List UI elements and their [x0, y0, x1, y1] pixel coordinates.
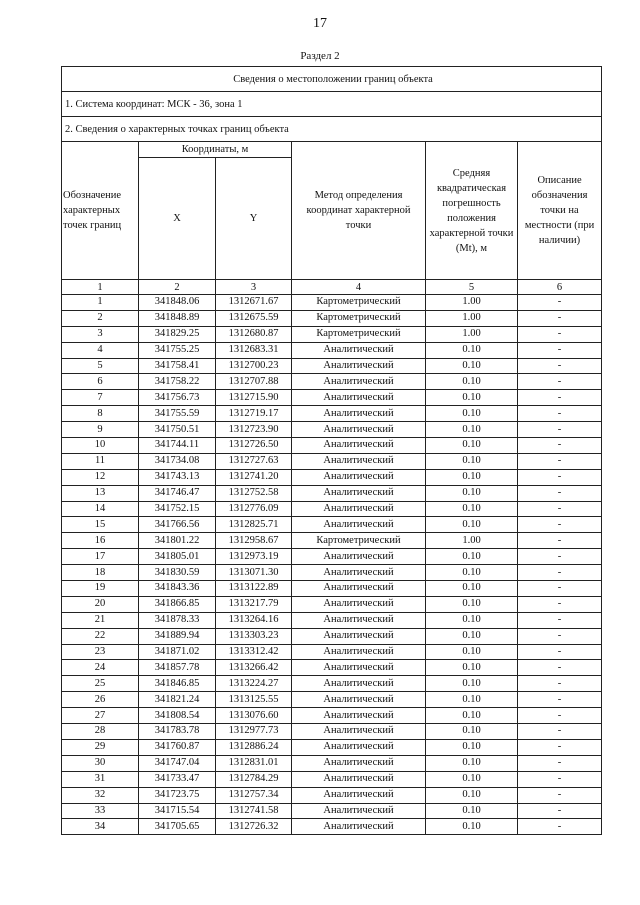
cell-description: -: [518, 803, 602, 819]
cell-description: -: [518, 549, 602, 565]
cell-x: 341715.54: [139, 803, 216, 819]
cell-point-number: 28: [62, 724, 139, 740]
cell-method: Картометрический: [292, 533, 426, 549]
cell-point-number: 30: [62, 755, 139, 771]
cell-accuracy: 0.10: [426, 549, 518, 565]
cell-x: 341746.47: [139, 485, 216, 501]
cell-point-number: 2: [62, 310, 139, 326]
cell-accuracy: 1.00: [426, 533, 518, 549]
cell-y: 1313264.16: [216, 612, 292, 628]
cell-y: 1312757.34: [216, 787, 292, 803]
cell-point-number: 19: [62, 581, 139, 597]
cell-accuracy: 1.00: [426, 295, 518, 311]
cell-x: 341889.94: [139, 628, 216, 644]
cell-accuracy: 0.10: [426, 787, 518, 803]
cell-description: -: [518, 565, 602, 581]
cell-accuracy: 0.10: [426, 485, 518, 501]
cell-x: 341821.24: [139, 692, 216, 708]
cell-accuracy: 0.10: [426, 374, 518, 390]
cell-y: 1312723.90: [216, 422, 292, 438]
cell-point-number: 25: [62, 676, 139, 692]
cell-point-number: 17: [62, 549, 139, 565]
table-row: [62, 517, 602, 533]
cell-description: -: [518, 628, 602, 644]
cell-x: 341843.36: [139, 581, 216, 597]
cell-point-number: 26: [62, 692, 139, 708]
table-row: [62, 724, 602, 740]
cell-point-number: 14: [62, 501, 139, 517]
cell-x: 341848.06: [139, 295, 216, 311]
cell-y: 1312726.32: [216, 819, 292, 835]
cell-point-number: 23: [62, 644, 139, 660]
cell-method: Аналитический: [292, 787, 426, 803]
cell-x: 341866.85: [139, 596, 216, 612]
cell-description: -: [518, 310, 602, 326]
cell-description: -: [518, 326, 602, 342]
cell-accuracy: 0.10: [426, 692, 518, 708]
cell-point-number: 4: [62, 342, 139, 358]
cell-method: Аналитический: [292, 612, 426, 628]
cell-accuracy: 0.10: [426, 565, 518, 581]
cell-method: Аналитический: [292, 708, 426, 724]
table-row: [62, 739, 602, 755]
cell-method: Аналитический: [292, 501, 426, 517]
cell-y: 1312977.73: [216, 724, 292, 740]
table-row: [62, 771, 602, 787]
cell-accuracy: 0.10: [426, 358, 518, 374]
table-row: [62, 501, 602, 517]
cell-method: Аналитический: [292, 628, 426, 644]
cell-description: -: [518, 485, 602, 501]
cell-x: 341846.85: [139, 676, 216, 692]
cell-method: Аналитический: [292, 692, 426, 708]
cell-accuracy: 0.10: [426, 581, 518, 597]
cell-point-number: 6: [62, 374, 139, 390]
table-row: [62, 358, 602, 374]
cell-y: 1312886.24: [216, 739, 292, 755]
header-x: X: [139, 158, 216, 280]
cell-x: 341871.02: [139, 644, 216, 660]
cell-point-number: 32: [62, 787, 139, 803]
cell-description: -: [518, 724, 602, 740]
cell-method: Аналитический: [292, 422, 426, 438]
cell-accuracy: 0.10: [426, 739, 518, 755]
cell-accuracy: 0.10: [426, 501, 518, 517]
table-row: [62, 819, 602, 835]
table-body: [62, 295, 602, 835]
cell-y: 1312958.67: [216, 533, 292, 549]
cell-accuracy: 0.10: [426, 517, 518, 533]
cell-accuracy: 0.10: [426, 422, 518, 438]
cell-y: 1312776.09: [216, 501, 292, 517]
cell-method: Картометрический: [292, 295, 426, 311]
cell-accuracy: 0.10: [426, 771, 518, 787]
cell-method: Аналитический: [292, 438, 426, 454]
cell-accuracy: 0.10: [426, 660, 518, 676]
cell-description: -: [518, 533, 602, 549]
cell-x: 341705.65: [139, 819, 216, 835]
cell-description: -: [518, 596, 602, 612]
cell-method: Аналитический: [292, 581, 426, 597]
cell-method: Аналитический: [292, 565, 426, 581]
cell-accuracy: 0.10: [426, 438, 518, 454]
cell-y: 1312719.17: [216, 406, 292, 422]
cell-y: 1313071.30: [216, 565, 292, 581]
cell-x: 341758.41: [139, 358, 216, 374]
cell-x: 341805.01: [139, 549, 216, 565]
table-row: [62, 708, 602, 724]
cell-x: 341857.78: [139, 660, 216, 676]
cell-description: -: [518, 469, 602, 485]
cell-description: -: [518, 438, 602, 454]
cell-description: -: [518, 755, 602, 771]
table-row: [62, 326, 602, 342]
table-row: [62, 628, 602, 644]
header-method: Метод определения координат характерной точки: [292, 142, 426, 280]
cell-point-number: 31: [62, 771, 139, 787]
cell-method: Аналитический: [292, 755, 426, 771]
cell-method: Аналитический: [292, 485, 426, 501]
cell-x: 341801.22: [139, 533, 216, 549]
cell-y: 1313224.27: [216, 676, 292, 692]
table-row: [62, 612, 602, 628]
cell-y: 1313122.89: [216, 581, 292, 597]
cell-description: -: [518, 406, 602, 422]
cell-method: Картометрический: [292, 310, 426, 326]
cell-point-number: 5: [62, 358, 139, 374]
column-index: 1: [62, 280, 139, 295]
cell-method: Аналитический: [292, 819, 426, 835]
cell-method: Аналитический: [292, 596, 426, 612]
cell-method: Аналитический: [292, 453, 426, 469]
cell-point-number: 22: [62, 628, 139, 644]
cell-point-number: 10: [62, 438, 139, 454]
cell-accuracy: 0.10: [426, 628, 518, 644]
cell-y: 1313076.60: [216, 708, 292, 724]
cell-description: -: [518, 517, 602, 533]
cell-method: Аналитический: [292, 724, 426, 740]
cell-accuracy: 0.10: [426, 596, 518, 612]
cell-point-number: 9: [62, 422, 139, 438]
cell-y: 1312825.71: [216, 517, 292, 533]
cell-description: -: [518, 708, 602, 724]
cell-x: 341808.54: [139, 708, 216, 724]
cell-x: 341830.59: [139, 565, 216, 581]
table-row: [62, 565, 602, 581]
cell-description: -: [518, 358, 602, 374]
table-row: [62, 453, 602, 469]
cell-x: 341758.22: [139, 374, 216, 390]
cell-y: 1312752.58: [216, 485, 292, 501]
boundary-points-table: [61, 66, 602, 835]
cell-point-number: 20: [62, 596, 139, 612]
cell-accuracy: 1.00: [426, 310, 518, 326]
table-row: [62, 692, 602, 708]
cell-accuracy: 0.10: [426, 406, 518, 422]
cell-point-number: 12: [62, 469, 139, 485]
cell-description: -: [518, 374, 602, 390]
cell-point-number: 11: [62, 453, 139, 469]
table-row: [62, 596, 602, 612]
cell-description: -: [518, 819, 602, 835]
cell-point-number: 1: [62, 295, 139, 311]
cell-x: 341829.25: [139, 326, 216, 342]
header-accuracy: Средняя квадратическая погрешность положения характерной точки (Mt), м: [426, 142, 518, 280]
cell-y: 1313266.42: [216, 660, 292, 676]
cell-accuracy: 0.10: [426, 708, 518, 724]
table-title: Сведения о местоположении границ объекта: [62, 67, 602, 92]
table-row: [62, 676, 602, 692]
points-heading-row: 2. Сведения о характерных точках границ объекта: [62, 117, 602, 142]
cell-point-number: 16: [62, 533, 139, 549]
table-row: [62, 660, 602, 676]
cell-accuracy: 0.10: [426, 819, 518, 835]
table-row: [62, 581, 602, 597]
cell-accuracy: 0.10: [426, 755, 518, 771]
cell-accuracy: 0.10: [426, 803, 518, 819]
column-index: 6: [518, 280, 602, 295]
cell-y: 1312680.87: [216, 326, 292, 342]
cell-method: Аналитический: [292, 406, 426, 422]
table-row: [62, 342, 602, 358]
cell-y: 1313312.42: [216, 644, 292, 660]
column-index: 4: [292, 280, 426, 295]
cell-x: 341752.15: [139, 501, 216, 517]
cell-method: Аналитический: [292, 660, 426, 676]
cell-method: Аналитический: [292, 358, 426, 374]
table-row: [62, 422, 602, 438]
cell-y: 1312683.31: [216, 342, 292, 358]
cell-x: 341743.13: [139, 469, 216, 485]
table-row: [62, 390, 602, 406]
column-index: 2: [139, 280, 216, 295]
table-row: [62, 295, 602, 311]
cell-point-number: 3: [62, 326, 139, 342]
cell-description: -: [518, 422, 602, 438]
cell-x: 341878.33: [139, 612, 216, 628]
table-row: [62, 803, 602, 819]
table-row: [62, 533, 602, 549]
cell-accuracy: 0.10: [426, 469, 518, 485]
cell-y: 1313125.55: [216, 692, 292, 708]
cell-y: 1312973.19: [216, 549, 292, 565]
cell-y: 1313303.23: [216, 628, 292, 644]
cell-point-number: 18: [62, 565, 139, 581]
cell-description: -: [518, 295, 602, 311]
cell-y: 1312741.20: [216, 469, 292, 485]
cell-accuracy: 1.00: [426, 326, 518, 342]
cell-accuracy: 0.10: [426, 612, 518, 628]
table-row: [62, 310, 602, 326]
cell-y: 1313217.79: [216, 596, 292, 612]
section-title: Раздел 2: [300, 50, 340, 62]
table-row: [62, 438, 602, 454]
cell-description: -: [518, 612, 602, 628]
cell-point-number: 29: [62, 739, 139, 755]
cell-accuracy: 0.10: [426, 453, 518, 469]
cell-y: 1312831.01: [216, 755, 292, 771]
cell-y: 1312675.59: [216, 310, 292, 326]
cell-description: -: [518, 676, 602, 692]
column-index: 3: [216, 280, 292, 295]
cell-y: 1312784.29: [216, 771, 292, 787]
cell-y: 1312707.88: [216, 374, 292, 390]
cell-method: Аналитический: [292, 390, 426, 406]
cell-point-number: 7: [62, 390, 139, 406]
table-row: [62, 755, 602, 771]
cell-y: 1312671.67: [216, 295, 292, 311]
header-point-name: Обозначение характерных точек границ: [62, 142, 139, 280]
cell-y: 1312741.58: [216, 803, 292, 819]
cell-x: 341733.47: [139, 771, 216, 787]
cell-x: 341744.11: [139, 438, 216, 454]
cell-method: Аналитический: [292, 549, 426, 565]
cell-x: 341760.87: [139, 739, 216, 755]
cell-description: -: [518, 342, 602, 358]
cell-x: 341750.51: [139, 422, 216, 438]
cell-y: 1312726.50: [216, 438, 292, 454]
cell-method: Картометрический: [292, 326, 426, 342]
cell-x: 341734.08: [139, 453, 216, 469]
cell-description: -: [518, 739, 602, 755]
cell-point-number: 27: [62, 708, 139, 724]
cell-point-number: 15: [62, 517, 139, 533]
cell-description: -: [518, 787, 602, 803]
cell-point-number: 8: [62, 406, 139, 422]
column-index-row: [62, 280, 602, 295]
table-row: [62, 549, 602, 565]
cell-x: 341747.04: [139, 755, 216, 771]
cell-method: Аналитический: [292, 374, 426, 390]
cell-method: Аналитический: [292, 739, 426, 755]
cell-accuracy: 0.10: [426, 342, 518, 358]
cell-accuracy: 0.10: [426, 390, 518, 406]
cell-point-number: 33: [62, 803, 139, 819]
cell-method: Аналитический: [292, 676, 426, 692]
table-row: [62, 787, 602, 803]
cell-point-number: 21: [62, 612, 139, 628]
cell-accuracy: 0.10: [426, 676, 518, 692]
table-row: [62, 485, 602, 501]
column-index: 5: [426, 280, 518, 295]
cell-method: Аналитический: [292, 517, 426, 533]
cell-description: -: [518, 771, 602, 787]
cell-x: 341756.73: [139, 390, 216, 406]
cell-point-number: 34: [62, 819, 139, 835]
table-row: [62, 406, 602, 422]
cell-description: -: [518, 660, 602, 676]
cell-x: 341766.56: [139, 517, 216, 533]
cell-x: 341723.75: [139, 787, 216, 803]
cell-y: 1312727.63: [216, 453, 292, 469]
cell-description: -: [518, 501, 602, 517]
cell-method: Аналитический: [292, 644, 426, 660]
cell-description: -: [518, 581, 602, 597]
cell-y: 1312715.90: [216, 390, 292, 406]
cell-description: -: [518, 692, 602, 708]
cell-description: -: [518, 453, 602, 469]
header-description: Описание обозначения точки на местности (при наличии): [518, 142, 602, 280]
cell-x: 341755.25: [139, 342, 216, 358]
cell-x: 341783.78: [139, 724, 216, 740]
cell-point-number: 24: [62, 660, 139, 676]
cell-x: 341848.89: [139, 310, 216, 326]
cell-accuracy: 0.10: [426, 644, 518, 660]
cell-description: -: [518, 390, 602, 406]
page-number: 17: [313, 16, 327, 31]
cell-y: 1312700.23: [216, 358, 292, 374]
cell-description: -: [518, 644, 602, 660]
cell-x: 341755.59: [139, 406, 216, 422]
cell-method: Аналитический: [292, 771, 426, 787]
coordinate-system-row: 1. Система координат: МСК - 36, зона 1: [62, 92, 602, 117]
cell-method: Аналитический: [292, 803, 426, 819]
table-row: [62, 469, 602, 485]
cell-accuracy: 0.10: [426, 724, 518, 740]
header-y: Y: [216, 158, 292, 280]
cell-method: Аналитический: [292, 342, 426, 358]
cell-method: Аналитический: [292, 469, 426, 485]
table-row: [62, 374, 602, 390]
cell-point-number: 13: [62, 485, 139, 501]
header-coordinates: Координаты, м: [139, 142, 292, 158]
table-row: [62, 644, 602, 660]
